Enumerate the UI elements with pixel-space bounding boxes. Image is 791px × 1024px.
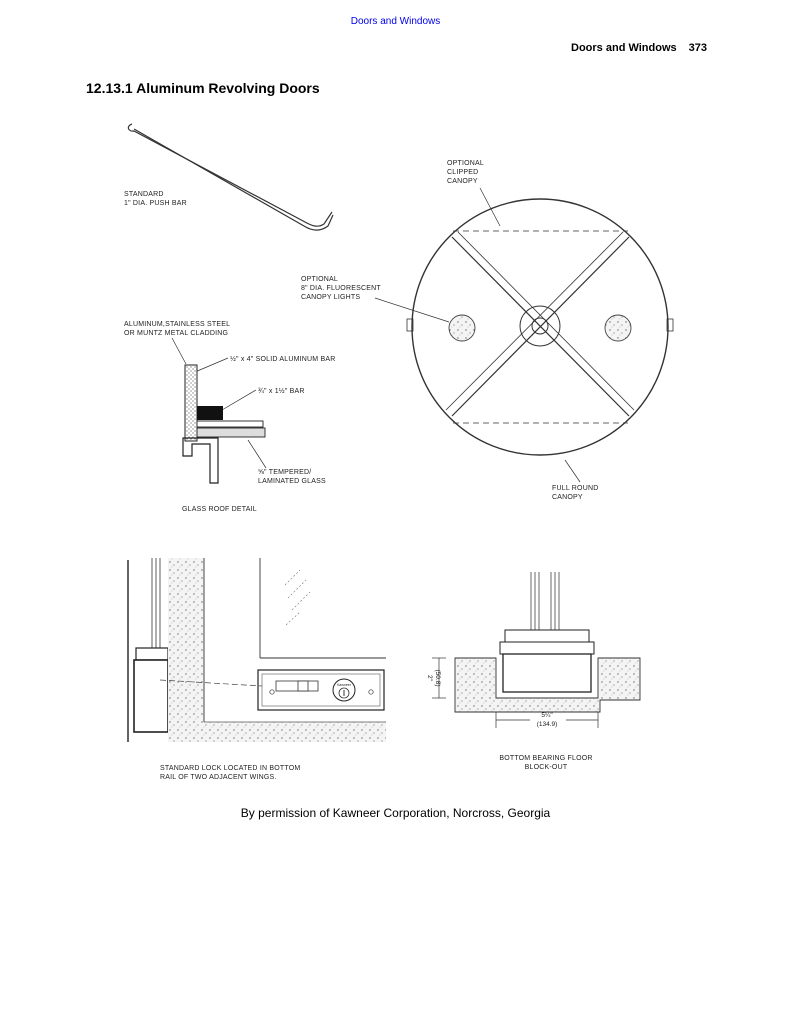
solid-bar-label: ½" x 4" SOLID ALUMINUM BAR [230,356,336,363]
clipped-canopy-label-1: OPTIONAL [447,160,484,167]
small-bar-leader [222,390,256,410]
clipped-canopy-label-3: CANOPY [447,178,478,185]
canopy-light-right [605,315,631,341]
canopy-plan [407,199,673,455]
solid-bar-leader [195,358,228,372]
floor-dim-height-mm: (50.8) [434,669,441,687]
clipped-canopy-label-2: CLIPPED [447,169,479,176]
canopy-lights-label-1: OPTIONAL [301,276,338,283]
lock-detail [128,558,386,742]
floor-dim-height-in: 2" [426,675,433,681]
header-link[interactable]: Doors and Windows [350,16,441,27]
glass-label-1: ⅝" TEMPERED/ [258,469,312,476]
floor-caption-1: BOTTOM BEARING FLOOR [499,755,593,762]
cladding-label-1: ALUMINUM,STAINLESS STEEL [124,321,231,328]
full-round-label-2: CANOPY [552,494,583,501]
floor-dim-width-in: 5¼" [541,712,553,719]
running-title: Doors and Windows [571,42,677,54]
glass-label-2: LAMINATED GLASS [258,478,326,485]
glass-leader [248,440,266,468]
floor-blockout [432,572,640,728]
page-number: 373 [688,42,707,54]
section-title: 12.13.1 Aluminum Revolving Doors [86,80,320,96]
push-bar-label-1: STANDARD [124,191,164,198]
full-round-label-1: FULL ROUND [552,485,599,492]
small-bar-label: ¾" x 1½" BAR [258,388,305,395]
full-round-leader [565,460,580,482]
lock-brand: Kawneer [337,683,351,687]
lock-caption-2: RAIL OF TWO ADJACENT WINGS. [160,774,277,781]
canopy-light-left [449,315,475,341]
lock-caption-1: STANDARD LOCK LOCATED IN BOTTOM [160,765,301,772]
push-bar-label-2: 1" DIA. PUSH BAR [124,200,187,207]
push-bar-drawing [128,124,333,230]
glass-roof-section [183,365,265,483]
floor-dim-width-mm: (134.9) [536,721,558,728]
glass-roof-caption: GLASS ROOF DETAIL [182,506,257,513]
floor-caption-2: BLOCK-OUT [524,764,568,771]
cladding-label-2: OR MUNTZ METAL CLADDING [124,330,229,337]
cladding-leader [172,338,186,364]
canopy-lights-label-3: CANOPY LIGHTS [301,294,361,301]
canopy-lights-label-2: 8" DIA. FLUORESCENT [301,285,381,292]
figure-credit: By permission of Kawneer Corporation, Norcross, Georgia [240,806,551,820]
